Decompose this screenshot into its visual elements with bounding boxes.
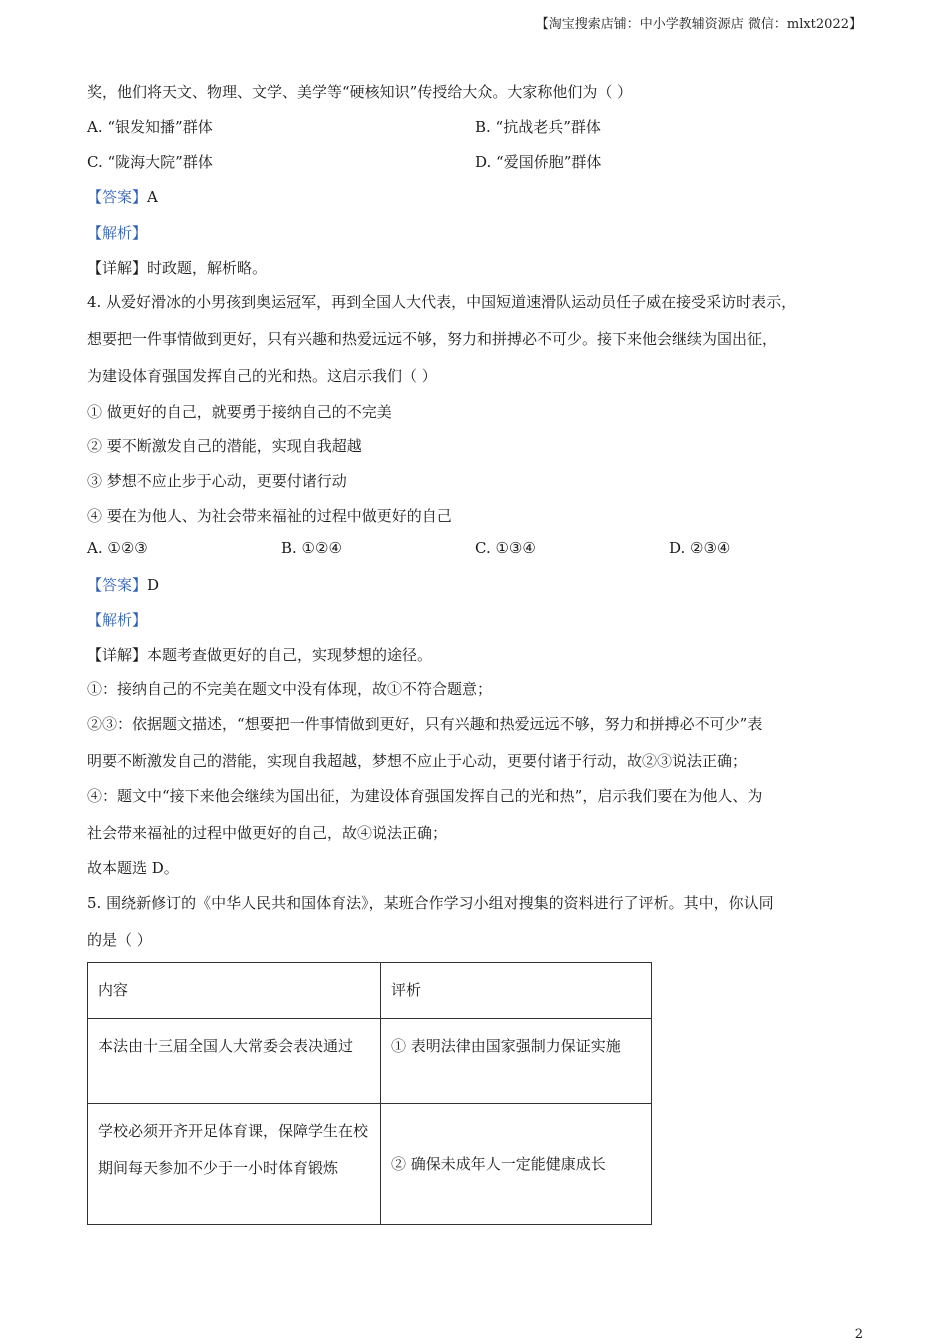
q3-option-d: D. “爱国侨胞”群体 — [475, 153, 602, 171]
table-cell-analysis: ① 表明法律由国家强制力保证实施 — [381, 1019, 652, 1104]
q3-detail: 【详解】时政题，解析略。 — [87, 259, 268, 277]
q4-detail-line-7: 故本题选 D。 — [87, 859, 179, 877]
q4-detail-line-2: ①：接纳自己的不完美在题文中没有体现，故①不符合题意； — [87, 680, 493, 698]
q3-option-a: A. “银发知播”群体 — [87, 118, 213, 136]
table-cell-content: 本法由十三届全国人大常委会表决通过 — [88, 1019, 381, 1104]
q3-stem: 奖，他们将天文、物理、文学、美学等“硬核知识”传授给大众。大家称他们为（ ） — [87, 83, 633, 101]
q4-answer: D — [147, 576, 160, 594]
q3-answer-tag: 【答案】 — [87, 188, 148, 206]
q4-stem-line-2: 想要把一件事情做到更好，只有兴趣和热爱远远不够，努力和拼搏必不可少。接下来他会继续为国出征， — [87, 330, 778, 348]
q5-table — [87, 962, 652, 1225]
q3-option-c: C. “陇海大院”群体 — [87, 153, 213, 171]
q4-option-b: B. ①②④ — [281, 539, 342, 557]
table-header-analysis: 评析 — [381, 963, 652, 1019]
page-number: 2 — [854, 1327, 863, 1342]
q4-detail-line-6: 社会带来福祉的过程中做更好的自己，故④说法正确； — [87, 824, 448, 842]
q3-answer: A — [147, 188, 158, 206]
q4-statement-4: ④ 要在为他人、为社会带来福祉的过程中做更好的自己 — [87, 507, 452, 525]
q4-answer-tag: 【答案】 — [87, 576, 148, 594]
q5-stem-line-1: 5. 围绕新修订的《中华人民共和国体育法》，某班合作学习小组对搜集的资料进行了评析。其中，你认同 — [87, 894, 774, 912]
q4-detail-line-1: 【详解】本题考查做更好的自己，实现梦想的途径。 — [87, 646, 433, 664]
table-header-row — [88, 963, 652, 1019]
q3-answer-line — [87, 186, 158, 207]
q4-detail-line-5: ④：题文中“接下来他会继续为国出征，为建设体育强国发挥自己的光和热”，启示我们要在为他人、为 — [87, 787, 763, 805]
q3-analysis-tag: 【解析】 — [87, 224, 148, 242]
q4-option-a: A. ①②③ — [87, 539, 148, 557]
q4-answer-line — [87, 574, 159, 595]
q4-detail-line-3: ②③：依据题文描述，“想要把一件事情做到更好，只有兴趣和热爱远远不够，努力和拼搏必不可少”表 — [87, 715, 763, 733]
table-row — [88, 1104, 652, 1225]
q5-stem-line-2: 的是（ ） — [87, 931, 152, 949]
page-header: 【淘宝搜索店铺：中小学教辅资源店 微信：mlxt2022】 — [535, 17, 862, 32]
q4-stem-line-3: 为建设体育强国发挥自己的光和热。这启示我们（ ） — [87, 367, 437, 385]
q4-option-d: D. ②③④ — [669, 539, 731, 557]
q4-statement-3: ③ 梦想不应止步于心动，更要付诸行动 — [87, 472, 347, 490]
q4-statement-1: ① 做更好的自己，就要勇于接纳自己的不完美 — [87, 403, 392, 421]
table-cell-analysis: ② 确保未成年人一定能健康成长 — [381, 1104, 652, 1225]
q4-detail-line-4: 明要不断激发自己的潜能，实现自我超越，梦想不应止于心动，更要付诸于行动，故②③说法正确； — [87, 752, 748, 770]
q3-option-b: B. “抗战老兵”群体 — [475, 118, 601, 136]
q4-analysis-tag: 【解析】 — [87, 611, 148, 629]
q4-statement-2: ② 要不断激发自己的潜能，实现自我超越 — [87, 437, 362, 455]
table-header-content: 内容 — [88, 963, 381, 1019]
q4-stem-line-1: 4. 从爱好滑冰的小男孩到奥运冠军，再到全国人大代表，中国短道速滑队运动员任子威在接受采访时表示， — [87, 293, 797, 311]
q4-option-c: C. ①③④ — [475, 539, 536, 557]
table-row — [88, 1019, 652, 1104]
table-cell-content: 学校必须开齐开足体育课，保障学生在校期间每天参加不少于一小时体育锻炼 — [88, 1104, 381, 1225]
